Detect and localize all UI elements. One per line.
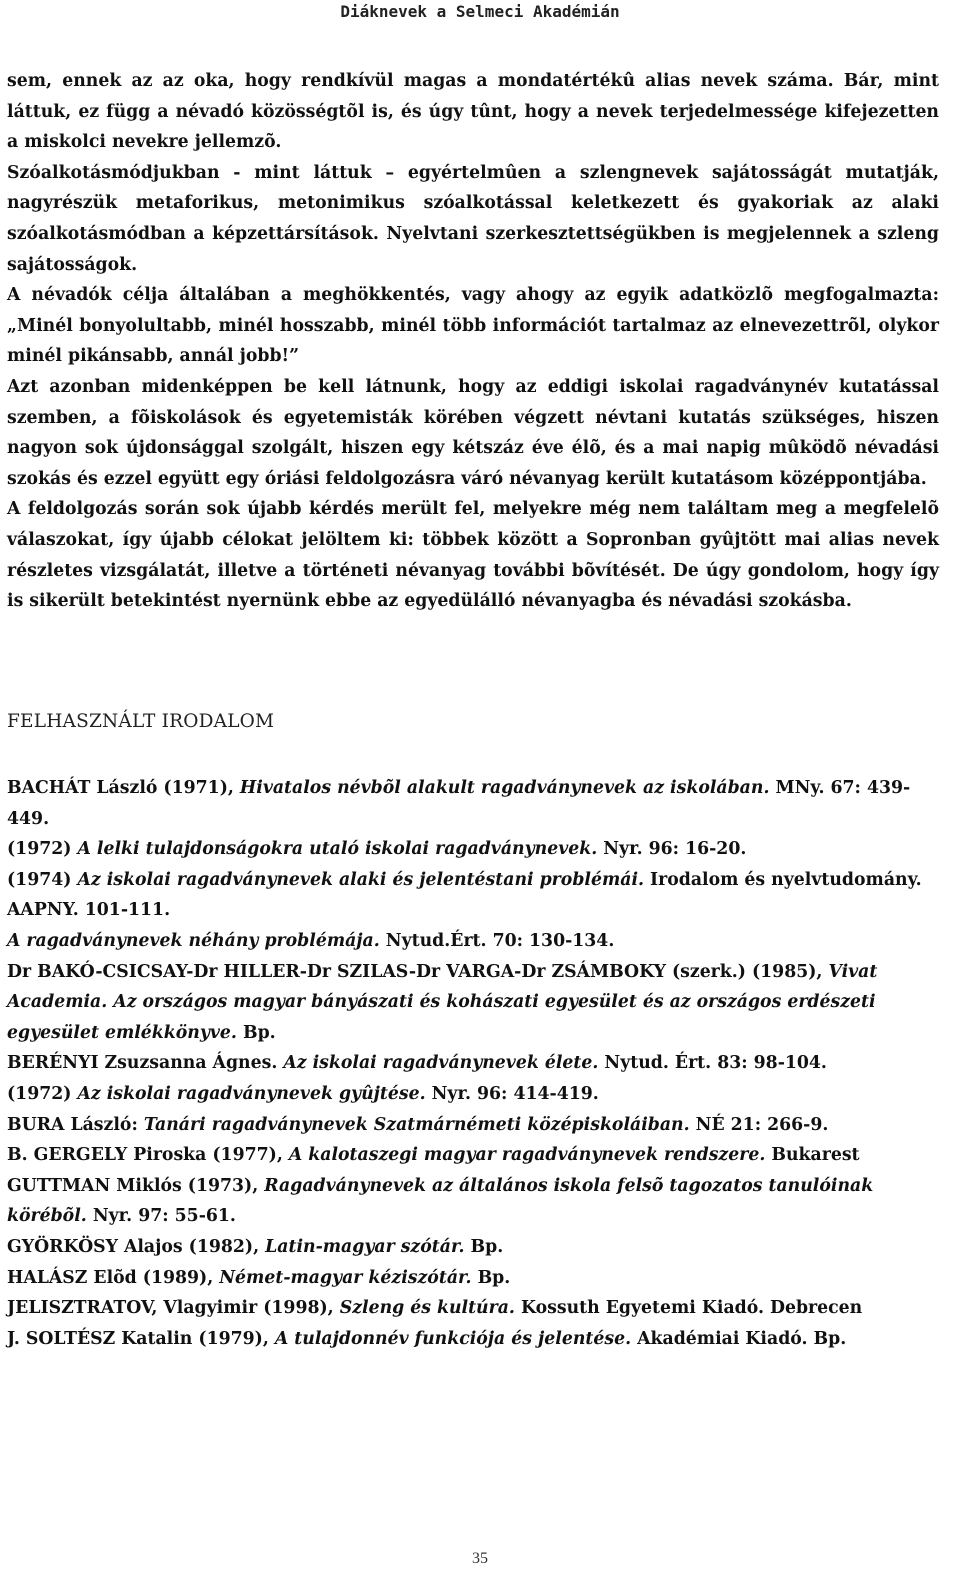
running-header: Diáknevek a Selmeci Akadémián [340,2,620,21]
reference-title: A ragadványnevek néhány problémája. [7,930,380,951]
reference-source: Kossuth Egyetemi Kiadó. Debrecen [514,1298,863,1319]
paragraph: Azt azonban midenképpen be kell látnunk, hogy az eddigi iskolai ragadványnév kutatással szemben, a fõiskolások és egyetemisták körében végzett névtani kutatás szükséges, hiszen nagyon sok újdonsággal szolgált, hiszen egy kétszáz éve élõ, és a mai napig mûködõ névadási szokás és ezzel együtt egy óriási feldolgozásra váró névanyag került kutatásom középpontjába. [7,376,939,489]
reference-list [7,773,939,1354]
reference-title: Az iskolai ragadványnevek alaki és jelentéstani problémái. [77,869,645,890]
page-number: 35 [472,1550,488,1567]
reference-entry [7,1263,939,1294]
reference-entry [7,865,939,926]
reference-author: JELISZTRATOV, Vlagyimir (1998), [7,1298,340,1319]
paragraph: Szóalkotásmódjukban - mint láttuk – egyértelmûen a szlengnevek sajátosságát mutatják, nagyrészük metaforikus, metonimikus szóalkotással keletkezett és gyakoriak az alaki szóalkotásmódban a képzettársítások. Nyelvtani szerkesztettségükben is megjelennek a szleng sajátosságok. [7,162,939,275]
paragraph: A feldolgozás során sok újabb kérdés merült fel, melyekre még nem találtam meg a megfelelõ válaszokat, így újabb célokat jelöltem ki: többek között a Sopronban gyûjtött mai alias nevek részletes vizsgálatát, illetve a történeti névanyag további bõvítését. De úgy gondolom, hogy így is sikerült betekintést nyernünk ebbe az egyedülálló névanyagba és névadási szokásba. [7,499,939,612]
reference-author: Dr BAKÓ-CSICSAY-Dr HILLER-Dr SZILAS-Dr VARGA-Dr ZSÁMBOKY (szerk.) (1985), [7,961,829,982]
reference-source: Bp. [464,1236,504,1257]
reference-source: Bp. [471,1267,511,1288]
reference-entry [7,1048,939,1079]
reference-entry [7,773,939,834]
reference-author: (1972) [7,1083,78,1104]
reference-source: Bp. [236,1022,276,1043]
reference-entry [7,1079,939,1110]
reference-author: BERÉNYI Zsuzsanna Ágnes. [7,1053,284,1074]
reference-entry [7,1140,939,1171]
reference-title: Az iskolai ragadványnevek gyûjtése. [77,1083,426,1104]
body-text [7,66,939,617]
reference-title: Tanári ragadványnevek Szatmárnémeti középiskoláiban. [143,1114,690,1135]
reference-title: Hivatalos névbõl alakult ragadványnevek az iskolában. [239,778,770,798]
reference-entry [7,834,939,865]
reference-title: Latin-magyar szótár. [265,1236,465,1257]
reference-source: Irodalom és nyelvtudomány. AAPNY. 101-111. [7,869,922,921]
reference-title: A tulajdonnév funkciója és jelentése. [274,1328,632,1349]
reference-title: A lelki tulajdonságokra utaló iskolai ragadványnevek. [77,839,598,860]
reference-title: Az iskolai ragadványnevek élete. [283,1053,599,1074]
reference-source: Nyr. 96: 16-20. [597,839,747,860]
reference-title: Szleng és kultúra. [339,1298,515,1319]
reference-source: MNy. 67: 439-449. [7,778,911,829]
reference-entry [7,1232,939,1263]
paragraph: A névadók célja általában a meghökkentés, vagy ahogy az egyik adatközlõ megfogalmazta: „Minél bonyolultabb, minél hosszabb, minél több információt tartalmaz az elnevezettrõl, olykor minél pikánsabb, annál jobb!” [7,285,939,367]
paragraph: sem, ennek az az oka, hogy rendkívül magas a mondatértékû alias nevek száma. Bár, mint láttuk, ez függ a névadó közösségtõl is, és úgy tûnt, hogy a nevek terjedelmessége kifejezetten a miskolci nevekre jellemzõ. [7,71,939,153]
reference-title: Német-magyar kéziszótár. [219,1267,472,1288]
reference-author: BACHÁT László (1971), [7,778,240,798]
reference-source: Bukarest [765,1145,860,1166]
reference-entry [7,1171,939,1232]
reference-title: Vivat Academia. Az országos magyar bányászati és kohászati egyesület és az országos erdészeti egyesület emlékkönyve. [7,961,878,1043]
reference-entry [7,1324,939,1355]
reference-author: (1974) [7,869,78,890]
reference-entry [7,1293,939,1324]
reference-author: GUTTMAN Miklós (1973), [7,1175,265,1196]
reference-author: BURA László: [7,1114,144,1135]
reference-author: J. SOLTÉSZ Katalin (1979), [7,1328,275,1349]
reference-source: Nytud. Ért. 83: 98-104. [598,1053,827,1074]
reference-title: A kalotaszegi magyar ragadványnevek rendszere. [288,1145,766,1166]
reference-entry [7,926,939,957]
reference-source: Nytud.Ért. 70: 130-134. [379,930,615,951]
reference-author: HALÁSZ Elõd (1989), [7,1267,220,1288]
reference-author: GYÖRKÖSY Alajos (1982), [7,1236,266,1257]
reference-source: Nyr. 97: 55-61. [86,1206,236,1227]
reference-entry [7,1110,939,1141]
bibliography-heading: FELHASZNÁLT IRODALOM [7,711,275,732]
reference-author: B. GERGELY Piroska (1977), [7,1145,289,1166]
reference-source: Nyr. 96: 414-419. [425,1083,599,1104]
reference-title: Ragadványnevek az általános iskola felsõ tagozatos tanulóinak körébõl. [7,1175,874,1227]
reference-entry [7,957,939,1049]
reference-source: NÉ 21: 266-9. [689,1114,829,1135]
reference-source: Akadémiai Kiadó. Bp. [631,1328,847,1349]
reference-author: (1972) [7,839,78,860]
